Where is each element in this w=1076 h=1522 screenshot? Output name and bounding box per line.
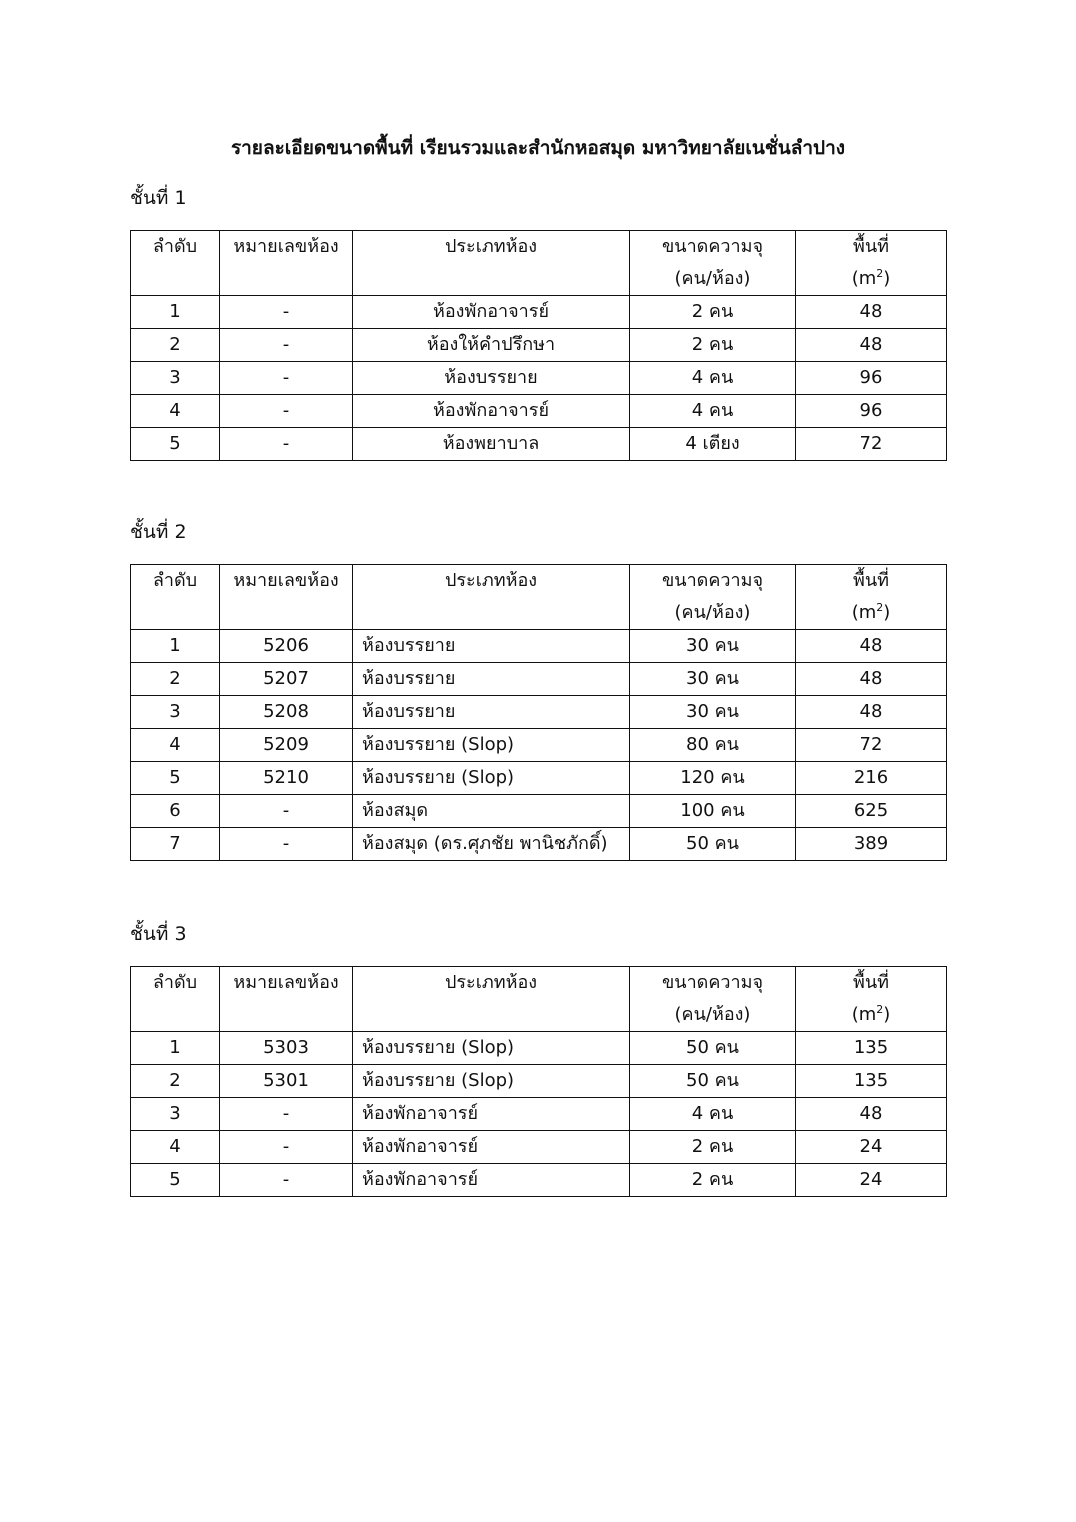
cell-area: 216 bbox=[796, 762, 947, 795]
cell-room-no: - bbox=[220, 428, 353, 461]
cell-area: 625 bbox=[796, 795, 947, 828]
header-room-type: ประเภทห้อง bbox=[353, 967, 630, 1032]
cell-room-type: ห้องบรรยาย (Slop) bbox=[353, 762, 630, 795]
cell-room-no: - bbox=[220, 329, 353, 362]
table-row bbox=[131, 630, 947, 663]
cell-room-type: ห้องบรรยาย bbox=[353, 362, 630, 395]
cell-capacity: 100 คน bbox=[630, 795, 796, 828]
document-title: รายละเอียดขนาดพื้นที่ เรียนรวมและสำนักหอสมุด มหาวิทยาลัยเนชั่นลำปาง bbox=[230, 137, 846, 159]
cell-capacity: 30 คน bbox=[630, 630, 796, 663]
table-row bbox=[131, 395, 947, 428]
table-header-row bbox=[131, 231, 947, 296]
cell-capacity: 50 คน bbox=[630, 1032, 796, 1065]
cell-room-no: 5301 bbox=[220, 1065, 353, 1098]
cell-room-type: ห้องบรรยาย bbox=[353, 663, 630, 696]
header-room-no: หมายเลขห้อง bbox=[220, 967, 353, 1032]
table-row bbox=[131, 1164, 947, 1197]
table-row bbox=[131, 1098, 947, 1131]
cell-area: 96 bbox=[796, 395, 947, 428]
cell-room-type: ห้องพักอาจารย์ bbox=[353, 1164, 630, 1197]
cell-room-type: ห้องพักอาจารย์ bbox=[353, 1098, 630, 1131]
cell-seq: 4 bbox=[131, 729, 220, 762]
floor-3-table bbox=[130, 966, 947, 1197]
cell-area: 48 bbox=[796, 296, 947, 329]
cell-room-no: 5303 bbox=[220, 1032, 353, 1065]
header-capacity: ขนาดความจุ (คน/ห้อง) bbox=[630, 967, 796, 1032]
table-row bbox=[131, 762, 947, 795]
floor-2-table bbox=[130, 564, 947, 861]
header-room-no: หมายเลขห้อง bbox=[220, 231, 353, 296]
cell-area: 389 bbox=[796, 828, 947, 861]
cell-area: 96 bbox=[796, 362, 947, 395]
cell-room-no: 5209 bbox=[220, 729, 353, 762]
cell-capacity: 4 คน bbox=[630, 1098, 796, 1131]
cell-capacity: 4 เตียง bbox=[630, 428, 796, 461]
cell-area: 48 bbox=[796, 696, 947, 729]
cell-seq: 1 bbox=[131, 630, 220, 663]
cell-room-no: - bbox=[220, 795, 353, 828]
cell-seq: 5 bbox=[131, 428, 220, 461]
table-row bbox=[131, 828, 947, 861]
table-header-row bbox=[131, 565, 947, 630]
cell-seq: 3 bbox=[131, 362, 220, 395]
cell-capacity: 4 คน bbox=[630, 362, 796, 395]
cell-seq: 3 bbox=[131, 696, 220, 729]
table-row bbox=[131, 1032, 947, 1065]
header-seq: ลำดับ bbox=[131, 231, 220, 296]
cell-room-no: 5210 bbox=[220, 762, 353, 795]
cell-room-no: - bbox=[220, 362, 353, 395]
header-room-type: ประเภทห้อง bbox=[353, 231, 630, 296]
header-area: พื้นที่ $(m^2)$ bbox=[796, 967, 947, 1032]
cell-area: 48 bbox=[796, 630, 947, 663]
header-room-no: หมายเลขห้อง bbox=[220, 565, 353, 630]
cell-room-no: 5207 bbox=[220, 663, 353, 696]
table-row bbox=[131, 696, 947, 729]
table-row bbox=[131, 1131, 947, 1164]
cell-seq: 5 bbox=[131, 762, 220, 795]
header-seq: ลำดับ bbox=[131, 565, 220, 630]
cell-capacity: 80 คน bbox=[630, 729, 796, 762]
table-row bbox=[131, 296, 947, 329]
cell-capacity: 120 คน bbox=[630, 762, 796, 795]
cell-room-type: ห้องบรรยาย (Slop) bbox=[353, 1032, 630, 1065]
header-area: พื้นที่ $(m^2)$ bbox=[796, 565, 947, 630]
header-capacity: ขนาดความจุ (คน/ห้อง) bbox=[630, 231, 796, 296]
cell-room-type: ห้องพักอาจารย์ bbox=[353, 395, 630, 428]
header-seq: ลำดับ bbox=[131, 967, 220, 1032]
floor-1-table bbox=[130, 230, 947, 461]
cell-room-no: - bbox=[220, 395, 353, 428]
cell-seq: 1 bbox=[131, 296, 220, 329]
cell-seq: 6 bbox=[131, 795, 220, 828]
cell-seq: 1 bbox=[131, 1032, 220, 1065]
cell-room-no: - bbox=[220, 296, 353, 329]
cell-room-no: - bbox=[220, 1131, 353, 1164]
table-row bbox=[131, 428, 947, 461]
cell-room-type: ห้องพยาบาล bbox=[353, 428, 630, 461]
cell-seq: 2 bbox=[131, 663, 220, 696]
cell-area: 24 bbox=[796, 1131, 947, 1164]
cell-room-type: ห้องพักอาจารย์ bbox=[353, 1131, 630, 1164]
cell-capacity: 30 คน bbox=[630, 663, 796, 696]
table-row bbox=[131, 362, 947, 395]
cell-room-no: - bbox=[220, 828, 353, 861]
cell-area: 48 bbox=[796, 663, 947, 696]
table-row bbox=[131, 1065, 947, 1098]
cell-capacity: 50 คน bbox=[630, 828, 796, 861]
cell-room-no: - bbox=[220, 1098, 353, 1131]
cell-capacity: 2 คน bbox=[630, 1131, 796, 1164]
cell-capacity: 4 คน bbox=[630, 395, 796, 428]
table-header-row bbox=[131, 967, 947, 1032]
cell-room-type: ห้องพักอาจารย์ bbox=[353, 296, 630, 329]
cell-seq: 5 bbox=[131, 1164, 220, 1197]
cell-area: 72 bbox=[796, 729, 947, 762]
table-row bbox=[131, 663, 947, 696]
cell-seq: 3 bbox=[131, 1098, 220, 1131]
cell-seq: 2 bbox=[131, 329, 220, 362]
cell-area: 135 bbox=[796, 1065, 947, 1098]
cell-room-type: ห้องบรรยาย bbox=[353, 696, 630, 729]
cell-room-type: ห้องบรรยาย (Slop) bbox=[353, 729, 630, 762]
cell-capacity: 2 คน bbox=[630, 296, 796, 329]
cell-room-type: ห้องบรรยาย (Slop) bbox=[353, 1065, 630, 1098]
floor-3-heading: ชั้นที่ 3 bbox=[130, 923, 187, 945]
table-row bbox=[131, 729, 947, 762]
cell-capacity: 2 คน bbox=[630, 329, 796, 362]
cell-room-no: 5208 bbox=[220, 696, 353, 729]
cell-seq: 2 bbox=[131, 1065, 220, 1098]
cell-room-no: - bbox=[220, 1164, 353, 1197]
header-room-type: ประเภทห้อง bbox=[353, 565, 630, 630]
cell-seq: 4 bbox=[131, 1131, 220, 1164]
cell-room-type: ห้องบรรยาย bbox=[353, 630, 630, 663]
cell-area: 72 bbox=[796, 428, 947, 461]
cell-room-type: ห้องสมุด bbox=[353, 795, 630, 828]
cell-room-type: ห้องให้คำปรึกษา bbox=[353, 329, 630, 362]
cell-room-type: ห้องสมุด (ดร.ศุภชัย พานิชภักดิ์) bbox=[353, 828, 630, 861]
floor-1-heading: ชั้นที่ 1 bbox=[130, 187, 187, 209]
cell-area: 24 bbox=[796, 1164, 947, 1197]
header-area: พื้นที่ $(m^2)$ bbox=[796, 231, 947, 296]
table-row bbox=[131, 329, 947, 362]
table-row bbox=[131, 795, 947, 828]
header-capacity: ขนาดความจุ (คน/ห้อง) bbox=[630, 565, 796, 630]
cell-seq: 7 bbox=[131, 828, 220, 861]
cell-capacity: 30 คน bbox=[630, 696, 796, 729]
floor-2-heading: ชั้นที่ 2 bbox=[130, 521, 187, 543]
cell-capacity: 2 คน bbox=[630, 1164, 796, 1197]
cell-area: 48 bbox=[796, 329, 947, 362]
cell-area: 135 bbox=[796, 1032, 947, 1065]
cell-seq: 4 bbox=[131, 395, 220, 428]
cell-room-no: 5206 bbox=[220, 630, 353, 663]
cell-capacity: 50 คน bbox=[630, 1065, 796, 1098]
cell-area: 48 bbox=[796, 1098, 947, 1131]
